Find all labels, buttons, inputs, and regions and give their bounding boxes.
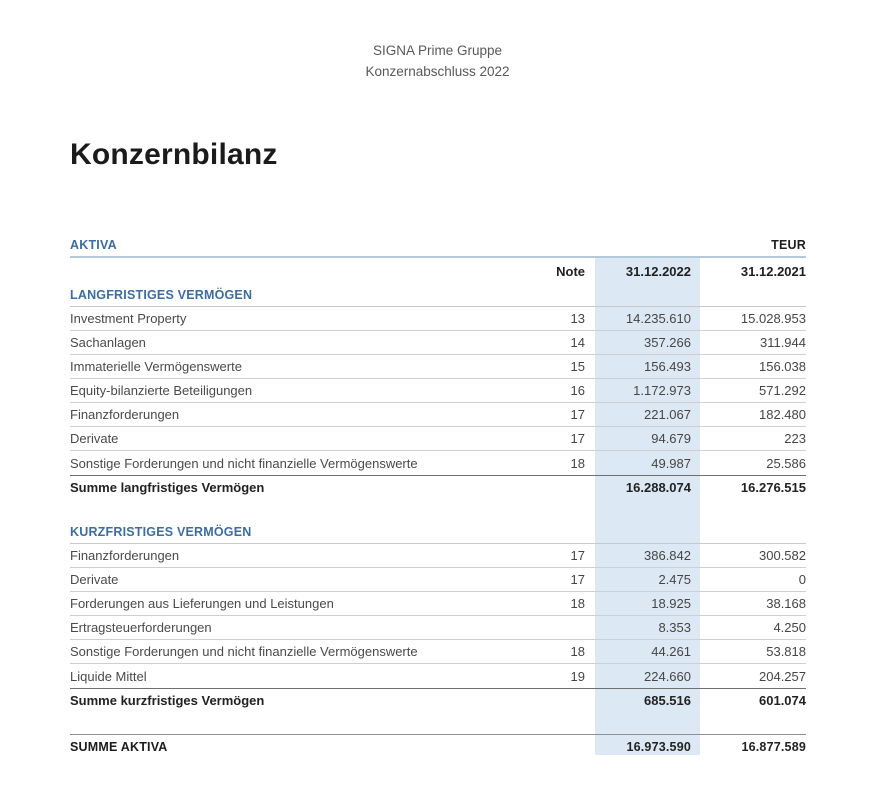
- column-header-2021: 31.12.2021: [740, 263, 806, 279]
- row-label: Investment Property: [70, 311, 187, 326]
- row-value-2022: 14.235.610: [625, 311, 691, 326]
- table-row: [70, 451, 806, 475]
- row-note: 17: [570, 431, 585, 446]
- row-value-2021: 182.480: [759, 407, 806, 422]
- row-value-2021: 300.582: [759, 548, 806, 563]
- row-value-2021: 156.038: [759, 359, 806, 374]
- row-value-2021: 204.257: [759, 668, 806, 684]
- row-label: Ertragsteuerforderungen: [70, 620, 212, 635]
- grand-total-value-2022: 16.973.590: [626, 740, 691, 754]
- column-header-note: Note: [556, 263, 585, 279]
- table-row: [70, 664, 806, 688]
- table-row: [70, 544, 806, 568]
- row-label: Derivate: [70, 572, 119, 587]
- row-value-2021: 4.250: [773, 620, 806, 635]
- section-header-langfristig: LANGFRISTIGES VERMÖGEN: [70, 284, 806, 307]
- total-label: Summe kurzfristiges Vermögen: [70, 693, 265, 708]
- row-value-2021: 223: [784, 431, 806, 446]
- balance-sheet-table: [70, 238, 806, 759]
- row-note: 16: [570, 383, 585, 398]
- row-value-2022: 224.660: [644, 668, 691, 684]
- row-value-2022: 18.925: [651, 596, 691, 611]
- table-row: [70, 640, 806, 664]
- row-value-2022: 221.067: [644, 407, 691, 422]
- table-row: [70, 568, 806, 592]
- row-note: 17: [570, 572, 585, 587]
- row-note: 18: [570, 596, 585, 611]
- row-value-2021: 38.168: [766, 596, 806, 611]
- row-label: Derivate: [70, 431, 119, 446]
- row-value-2022: 1.172.973: [633, 383, 691, 398]
- row-note: 18: [570, 644, 585, 659]
- total-value-2021: 601.074: [759, 693, 806, 708]
- row-label: Forderungen aus Lieferungen und Leistungen: [70, 596, 334, 611]
- side-label: AKTIVA: [70, 238, 117, 252]
- row-label: Finanzforderungen: [70, 407, 180, 422]
- row-label: Equity-bilanzierte Beteiligungen: [70, 383, 253, 398]
- row-value-2022: 8.353: [658, 620, 691, 635]
- row-label: Sonstige Forderungen und nicht finanzielle Vermögenswerte: [70, 455, 418, 471]
- total-value-2021: 16.276.515: [740, 480, 806, 495]
- row-value-2021: 311.944: [759, 335, 806, 350]
- total-value-2022: 16.288.074: [625, 480, 691, 495]
- row-note: 17: [570, 407, 585, 422]
- grand-total-label: SUMME AKTIVA: [70, 740, 168, 754]
- row-value-2022: 156.493: [644, 359, 691, 374]
- table-row: [70, 592, 806, 616]
- row-value-2021: 571.292: [759, 383, 806, 398]
- row-value-2022: 386.842: [644, 548, 691, 563]
- row-note: 13: [570, 311, 585, 326]
- row-note: 14: [570, 335, 585, 350]
- total-value-2022: 685.516: [644, 693, 691, 708]
- row-note: 17: [570, 548, 585, 563]
- column-header-2022: 31.12.2022: [625, 263, 691, 279]
- row-value-2022: 94.679: [651, 431, 691, 446]
- subtotal-row-langfristig: [70, 475, 806, 499]
- row-value-2022: 44.261: [651, 644, 691, 659]
- subtotal-row-kurzfristig: [70, 688, 806, 712]
- row-label: Immaterielle Vermögenswerte: [70, 359, 242, 374]
- table-row: [70, 616, 806, 640]
- table-row: [70, 355, 806, 379]
- table-caption-row: [70, 238, 806, 258]
- unit-label: TEUR: [771, 238, 806, 252]
- table-row: [70, 379, 806, 403]
- row-label: Liquide Mittel: [70, 668, 147, 684]
- company-name: SIGNA Prime Gruppe: [372, 43, 503, 58]
- section-header-kurzfristig: KURZFRISTIGES VERMÖGEN: [70, 521, 806, 544]
- row-value-2021: 15.028.953: [740, 311, 806, 326]
- row-label: Sonstige Forderungen und nicht finanzielle Vermögenswerte: [70, 644, 418, 659]
- table-row: [70, 307, 806, 331]
- row-value-2021: 53.818: [766, 644, 806, 659]
- row-value-2021: 25.586: [766, 455, 806, 471]
- row-value-2021: 0: [798, 572, 806, 587]
- row-note: 19: [570, 668, 585, 684]
- column-header-row: [70, 258, 806, 284]
- table-row: [70, 403, 806, 427]
- table-row: [70, 331, 806, 355]
- row-label: Sachanlagen: [70, 335, 146, 350]
- row-value-2022: 2.475: [658, 572, 691, 587]
- report-name: Konzernabschluss 2022: [365, 64, 510, 79]
- grand-total-value-2021: 16.877.589: [741, 740, 806, 754]
- row-note: 18: [570, 455, 585, 471]
- document-header: [0, 40, 875, 82]
- row-value-2022: 49.987: [651, 455, 691, 471]
- table-row: [70, 427, 806, 451]
- total-label: Summe langfristiges Vermögen: [70, 480, 265, 495]
- row-note: 15: [570, 359, 585, 374]
- grand-total-row: [70, 734, 806, 759]
- row-label: Finanzforderungen: [70, 548, 180, 563]
- row-value-2022: 357.266: [644, 335, 691, 350]
- page-title: Konzernbilanz: [70, 138, 278, 171]
